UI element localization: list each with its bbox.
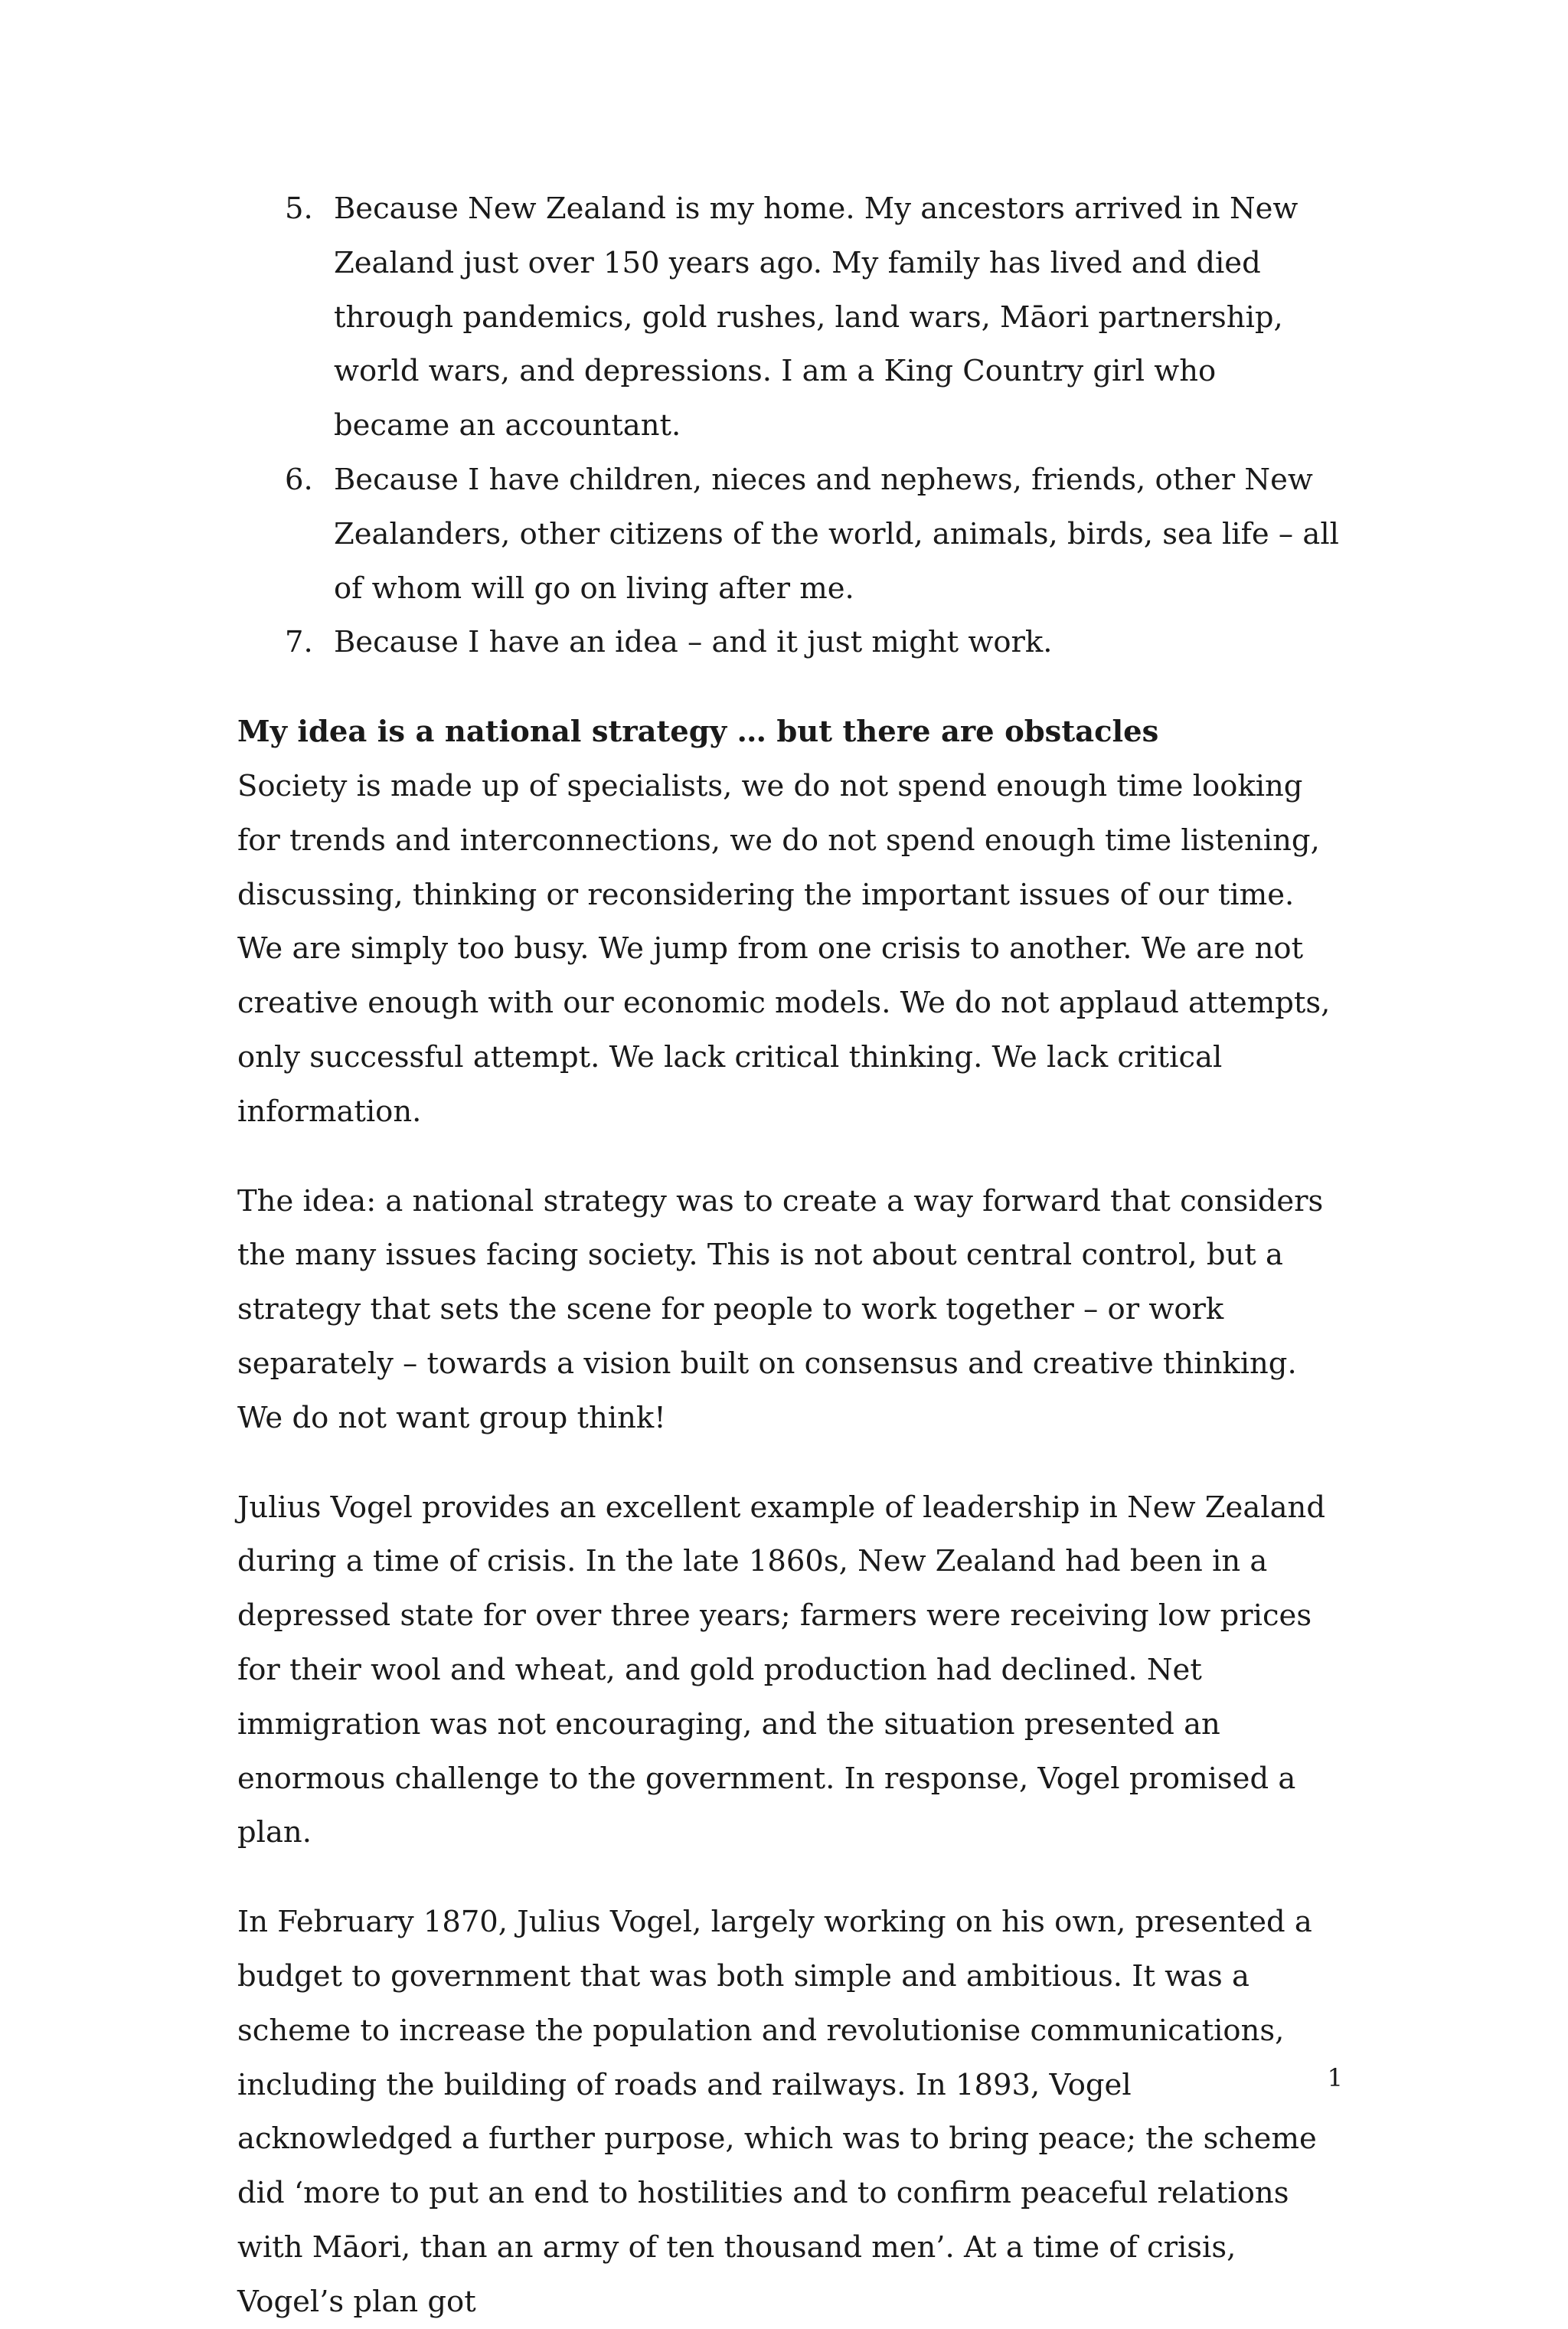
list-item-text: Because I have an idea – and it just might work.: [334, 625, 1053, 660]
list-item: [237, 182, 1340, 453]
paragraph: Julius Vogel provides an excellent example of leadership in New Zealand during a time of crisis. In the late 1860s, New Zealand had been in a depressed state for over three years; farmers were receiving low prices for their wool and wheat, and gold production had declined. Net immigration was not encouraging, and the situation presented an enormous challenge to the government. In response, Vogel promised a plan.: [237, 1490, 1325, 1850]
list-item-number: 6.: [285, 462, 313, 497]
list-item: [237, 616, 1340, 670]
list-item-number: 5.: [285, 191, 313, 226]
paragraph: Society is made up of specialists, we do not spend enough time looking for trends and interconnections, we do not spend enough time listening, discussing, thinking or reconsidering the important issues of our time. We are simply too busy. We jump from one crisis to another. We are not creative enough with our economic models. We do not applaud attempts, only successful attempt. We lack critical thinking. We lack critical information.: [237, 768, 1331, 1129]
section-heading: My idea is a national strategy … but there are obstacles: [237, 715, 1159, 750]
numbered-list: [237, 182, 1340, 670]
paragraph: In February 1870, Julius Vogel, largely working on his own, presented a budget to government that was both simple and ambitious. It was a scheme to increase the population and revolutionise communications, including the building of roads and railways. In 1893, Vogel acknowledged a further purpose, which was to bring peace; the scheme did ‘more to put an end to hostilities and to confirm peaceful relations with Māori, than an army of ten thousand men’. At a time of crisis, Vogel’s plan got: [237, 1905, 1317, 2319]
list-item: [237, 453, 1340, 616]
page-number: 1: [1327, 2063, 1343, 2092]
list-item-text: Because New Zealand is my home. My ancestors arrived in New Zealand just over 150 years ago. My family has lived and died through pandemics, gold rushes, land wars, Māori partnership, world wars, and depressions. I am a King Country girl who became an accountant.: [334, 191, 1298, 443]
list-item-number: 7.: [285, 625, 313, 660]
document-page: [237, 182, 1340, 2329]
paragraph: The idea: a national strategy was to create a way forward that considers the many issues facing society. This is not about central control, but a strategy that sets the scene for people to work together – or work separately – towards a vision built on consensus and creative thinking. We do not want group think!: [237, 1183, 1324, 1435]
list-item-text: Because I have children, nieces and nephews, friends, other New Zealanders, other citizens of the world, animals, birds, sea life – all of whom will go on living after me.: [334, 462, 1339, 606]
